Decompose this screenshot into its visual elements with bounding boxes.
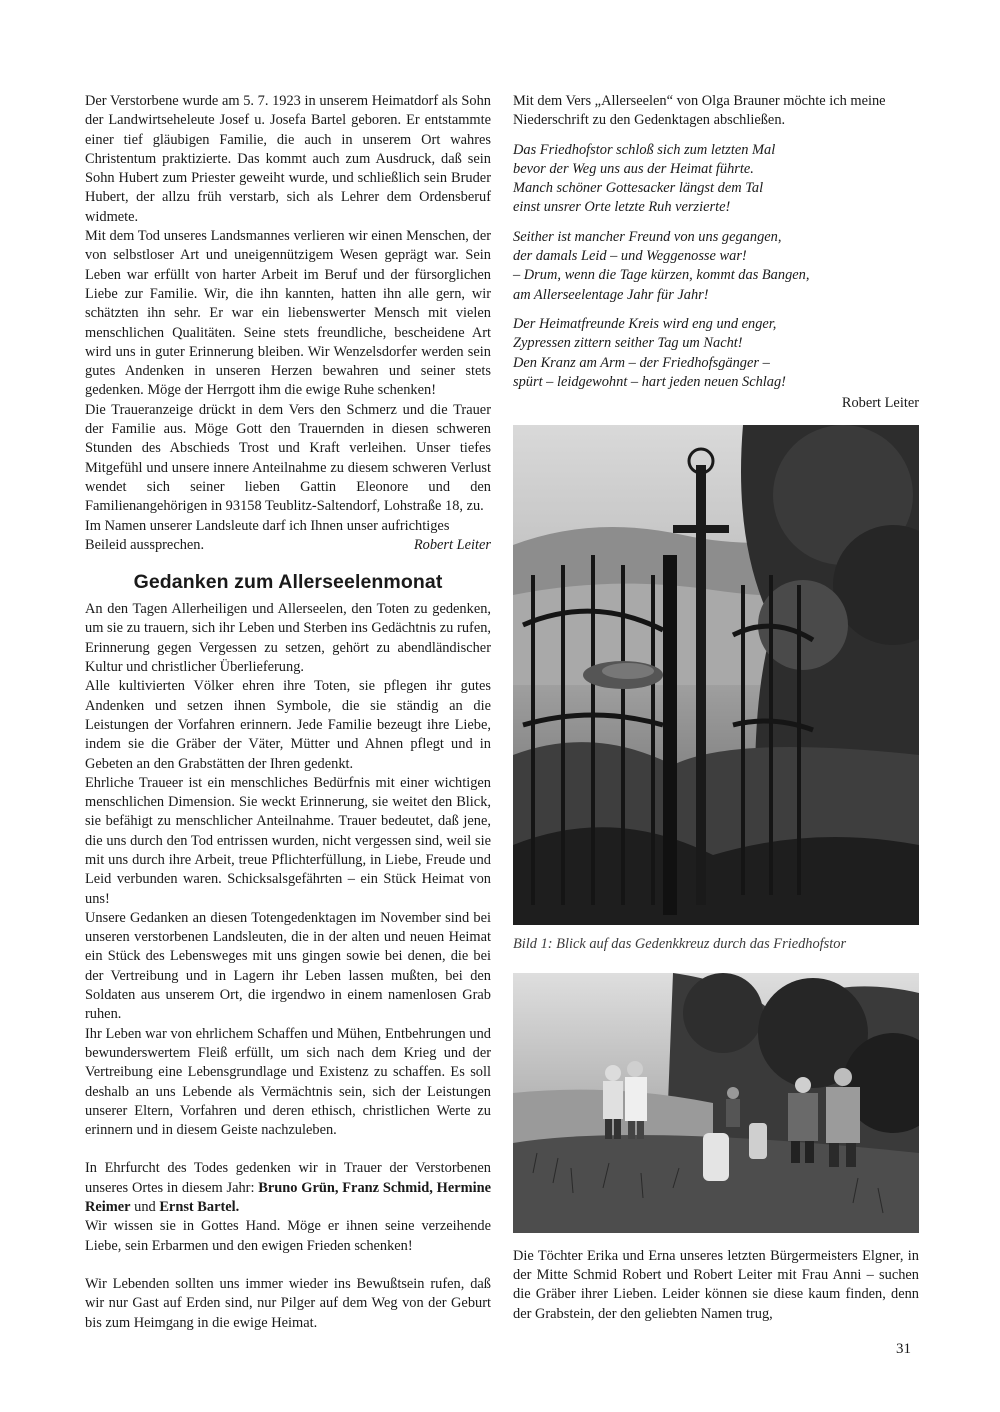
separator-und: und — [130, 1199, 160, 1216]
poem-line: Manch schöner Gottesacker längst dem Tal — [513, 180, 764, 197]
left-column — [85, 92, 491, 1333]
right-column — [513, 92, 919, 1324]
poem-stanza-1 — [513, 141, 919, 218]
cemetery-gate-image — [513, 425, 919, 925]
article-paragraph-4: Unsere Gedanken an diesen Totengedenktagen im November sind bei unseren verstorbenen Landsleuten, die in der alten und neuen Heimat ein Stück des Lebensweges mit uns gingen sowie bei denen, die bei der Vertreibung und in Lagern ihr Leben lassen mußten, bei den Soldaten aus unserem Ort, die irgendwo in einem namenlosen Grab ruhen. — [85, 909, 491, 1023]
poem-line: Das Friedhofstor schloß sich zum letzten Mal — [513, 141, 776, 158]
deceased-name-4: Ernst Bartel — [159, 1199, 236, 1216]
poem-author: Robert Leiter — [841, 395, 919, 412]
poem-line: Seither ist mancher Freund von uns gegangen, — [513, 228, 782, 245]
deceased-name-3: Hermine Reimer — [85, 1179, 491, 1216]
separator-comma: , — [334, 1179, 339, 1196]
poem-line: Den Kranz am Arm – der Friedhofsgänger – — [513, 354, 770, 371]
poem-line: Zypressen zittern seither Tag um Nacht! — [513, 335, 743, 352]
obituary-paragraph-3: Die Traueranzeige drückt in dem Vers den Schmerz und die Trauer der Familie aus. Möge Gott den Trauernden in diesen schweren Stunden des Abschieds Trost und Kraft verleihen. Unser tiefes Mitgefühl und unsere innere Anteilnahme zu diesem schweren Verlust wendet sich seiner lieben Gattin Eleonore und den Familienangehörigen in 93158 Teublitz-Saltendorf, Lohstraße 18, zu. — [85, 401, 491, 515]
closing-author: Robert Leiter — [413, 536, 491, 553]
poem-intro: Mit dem Vers „Allerseelen“ von Olga Brauner möchte ich meine Niederschrift zu den Gedenktagen abschließen. — [513, 93, 886, 129]
separator-dot: . — [235, 1199, 240, 1216]
remembrance-intro: In Ehrfurcht des Todes gedenken wir in Trauer der Verstorbenen unseres Ortes in diesem Jahr: — [85, 1160, 491, 1196]
poem-line: – Drum, wenn die Tage kürzen, kommt das Bangen, — [513, 267, 810, 284]
separator-comma: , — [429, 1179, 433, 1196]
poem-line: spürt – leidgewohnt – hart jeden neuen Schlag! — [513, 373, 786, 390]
photo-cemetery-visitors — [513, 973, 919, 1233]
poem-stanza-3 — [513, 315, 919, 392]
poem-line: bevor der Weg uns aus der Heimat führte. — [513, 160, 754, 177]
spacer — [85, 1140, 491, 1159]
poem-stanza-2 — [513, 228, 919, 305]
obituary-paragraph-1: Der Verstorbene wurde am 5. 7. 1923 in unserem Heimatdorf als Sohn der Landwirtseheleute Josef u. Josefa Bartel geboren. Er entstammte einer tief gläubigen Familie, die auch in unserem Ort wahres Christentum praktizierte. Das kommt auch zum Ausdruck, daß sein Sohn Hubert zum Priester geweiht wurde, und schließlich sein Bruder Hubert, der allzu früh verstarb, sich als Lehrer dem Ordensberuf widmete. — [85, 93, 491, 225]
poem-line: der damals Leid – und Weggenosse war! — [513, 248, 747, 265]
article-paragraph-1: An den Tagen Allerheiligen und Allerseelen, den Toten zu gedenken, um sie zu trauern, sich ihr Leben und Sterben ins Gedächtnis zu rufen, Erinnerung gegen Vergessen zu setzen, gehört zu abendländischer Kultur und christlicher Überlieferung. — [85, 601, 491, 676]
final-paragraph: Wir Lebenden sollten uns immer wieder ins Bewußtsein rufen, daß wir nur Gast auf Erden sind, nur Pilger auf dem Weg von der Geburt bis zum Heimgang in die ewige Heimat. — [85, 1275, 491, 1331]
deceased-name-1: Bruno Grün — [258, 1179, 335, 1196]
poem-line: einst unsrer Orte letzte Ruh verzierte! — [513, 199, 731, 216]
poem-line: am Allerseelentage Jahr für Jahr! — [513, 286, 709, 303]
article-heading: Gedanken zum Allerseelenmonat — [133, 571, 443, 594]
obituary-closing — [85, 536, 491, 555]
photo-caption-2: Die Töchter Erika und Erna unseres letzten Bürgermeisters Elgner, in der Mitte Schmid Robert und Robert Leiter mit Frau Anni – suchen die Gräber ihrer Lieben. Leider können sie diese kaum finden, denn der Grabstein, der den geliebten Namen trug, — [513, 1247, 919, 1322]
remembrance-paragraph — [85, 1159, 491, 1217]
spacer — [85, 1256, 491, 1275]
deceased-name-2: Franz Schmid — [342, 1179, 430, 1196]
closing-text: Beileid aussprechen. — [85, 536, 205, 553]
photo-cemetery-gate — [513, 425, 919, 925]
obituary-paragraph-4: Im Namen unserer Landsleute darf ich Ihnen unser aufrichtiges — [85, 517, 450, 534]
obituary-paragraph-2: Mit dem Tod unseres Landsmannes verlieren wir einen Menschen, der von selbstloser Art und uneigennützigem Wesen geprägt war. Sein Leben war erfüllt von harter Arbeit im Beruf und der fürsorglichen Liebe zur Familie. Wir, die ihn kannten, hatten ihn alle gern, wir schätzten ihn sehr. Er war ein liebenswerter Mensch mit vielen menschlichen Qualitäten. Seine stets freundliche, bescheidene Art wird uns in guter Erinnerung bleiben. Wir Wenzelsdorfer werden sein gutes Andenken in unseren Herzen bewahren und seiner stets gedenken. Möge der Herrgott ihm die ewige Ruhe schenken! — [85, 228, 491, 399]
article-paragraph-3: Ehrliche Traueer ist ein menschliches Bedürfnis mit einer wichtigen menschlichen Dimension. Sie weckt Erinnerung, sie weitet den Blick, sie befähigt zu menschlicher Anteilnahme. Trauer bedeutet, daß jene, die uns durch den Tod entrissen wurden, nicht vergessen sind, weil sie mit uns durch ihre Arbeit, treue Pflichterfüllung, in Liebe, Freude und Leid verbunden waren. Schicksalsgefährten – ein Stück Heimat von uns! — [85, 774, 491, 907]
gods-hand-paragraph: Wir wissen sie in Gottes Hand. Möge er ihnen seine verzeihende Liebe, sein Erbarmen und den ewigen Frieden schenken! — [85, 1218, 491, 1254]
article-paragraph-2: Alle kultivierten Völker ehren ihre Toten, sie pflegen ihr gutes Andenken und setzen ihnen Symbole, die sie ständig an die Leistungen der Vorfahren erinnern. Jede Familie bezeugt ihre Liebe, indem sie die Gräber der Väter, Mütter und Ahnen pflegt und in Gebeten an den Grabstätten der Ihren gedenkt. — [85, 678, 491, 772]
cemetery-visitors-image — [513, 973, 919, 1233]
photo-caption-1: Bild 1: Blick auf das Gedenkkreuz durch das Friedhofstor — [513, 936, 847, 953]
page-number: 31 — [896, 1341, 911, 1357]
poem-line: Der Heimatfreunde Kreis wird eng und enger, — [513, 315, 777, 332]
article-paragraph-5: Ihr Leben war von ehrlichem Schaffen und Mühen, Entbehrungen und bewunderswertem Fleiß erfüllt, um sich nach dem Krieg und der Vertreibung eine Lebensgrundlage und Existenz zu schaffen. Es soll deshalb an uns Lebende als Vermächtnis sein, sich der Leistungen unserer Eltern, Vorfahren und deren ethisch, christlichen Werte zu erinnern und in diesem Geiste nachzuleben. — [85, 1025, 491, 1139]
poem — [513, 141, 919, 393]
